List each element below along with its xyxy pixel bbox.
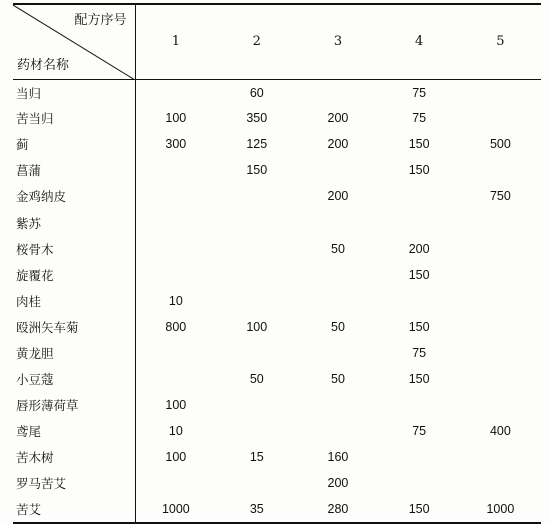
table-row <box>13 262 541 288</box>
dosage-cell <box>135 470 216 496</box>
dosage-cell <box>460 236 541 262</box>
dosage-cell <box>379 470 460 496</box>
dosage-cell <box>135 157 216 183</box>
dosage-cell <box>216 183 297 209</box>
dosage-cell <box>135 340 216 366</box>
dosage-cell: 200 <box>327 189 349 204</box>
dosage-cell: 150 <box>408 319 430 334</box>
dosage-cell: 50 <box>331 319 345 334</box>
column-header-3: 3 <box>333 34 343 50</box>
column-header-4: 4 <box>415 34 424 50</box>
dosage-cell <box>460 340 541 366</box>
dosage-cell <box>460 288 541 314</box>
dosage-cell <box>216 236 297 262</box>
table-row <box>13 340 541 366</box>
herb-name-cell: 小豆蔻 <box>13 366 135 392</box>
dosage-cell <box>216 392 297 418</box>
dosage-cell: 150 <box>408 137 430 152</box>
table-header <box>13 4 541 79</box>
dosage-cell: 75 <box>412 424 427 439</box>
dosage-cell <box>135 183 216 209</box>
formula-table <box>13 3 541 524</box>
dosage-cell <box>297 262 378 288</box>
table-row <box>13 418 541 444</box>
table-row <box>13 314 541 340</box>
dosage-cell <box>379 444 460 470</box>
table-body <box>13 79 541 523</box>
dosage-cell: 100 <box>165 450 187 465</box>
dosage-cell: 200 <box>408 241 430 256</box>
table-row <box>13 366 541 392</box>
herb-name-cell: 苦艾 <box>13 497 135 523</box>
table-row <box>13 105 541 131</box>
table-row <box>13 444 541 470</box>
dosage-cell: 150 <box>408 372 430 387</box>
dosage-cell: 1000 <box>161 502 190 517</box>
dosage-cell: 100 <box>246 319 268 334</box>
corner-label-formula-number: 配方序号 <box>74 13 127 28</box>
herb-name-cell: 当归 <box>13 79 135 105</box>
dosage-cell: 75 <box>412 345 427 360</box>
dosage-cell <box>216 288 297 314</box>
dosage-cell: 150 <box>246 163 268 178</box>
dosage-cell <box>460 444 541 470</box>
dosage-cell: 350 <box>246 111 268 126</box>
dosage-cell <box>379 209 460 235</box>
dosage-cell <box>297 79 378 105</box>
herb-name-cell: 肉桂 <box>13 288 135 314</box>
dosage-cell: 50 <box>249 372 264 387</box>
herb-name-cell: 鸢尾 <box>13 418 135 444</box>
column-header-1: 1 <box>171 34 180 50</box>
dosage-cell <box>460 209 541 235</box>
dosage-cell: 10 <box>168 293 183 308</box>
dosage-cell <box>460 157 541 183</box>
table-row <box>13 288 541 314</box>
table-row <box>13 392 541 418</box>
dosage-cell <box>135 236 216 262</box>
dosage-cell <box>216 340 297 366</box>
herb-name-cell: 菖蒲 <box>13 157 135 183</box>
dosage-cell <box>135 366 216 392</box>
table-row <box>13 236 541 262</box>
dosage-cell <box>460 262 541 288</box>
dosage-cell <box>297 209 378 235</box>
dosage-cell <box>379 392 460 418</box>
dosage-cell: 400 <box>489 424 511 439</box>
dosage-cell <box>297 340 378 366</box>
dosage-cell: 100 <box>165 398 187 413</box>
table-row <box>13 470 541 496</box>
dosage-cell <box>135 79 216 105</box>
herb-name-cell: 唇形薄荷草 <box>13 392 135 418</box>
dosage-cell: 150 <box>408 267 430 282</box>
column-header-2: 2 <box>252 34 261 50</box>
dosage-cell: 15 <box>249 450 264 465</box>
herb-name-cell: 苦当归 <box>13 105 135 131</box>
dosage-cell <box>297 392 378 418</box>
herb-name-cell: 黄龙胆 <box>13 340 135 366</box>
dosage-cell: 800 <box>165 319 187 334</box>
dosage-cell: 150 <box>408 163 430 178</box>
table-row <box>13 497 541 523</box>
herb-name-cell: 金鸡纳皮 <box>13 183 135 209</box>
dosage-cell: 300 <box>165 137 187 152</box>
dosage-cell <box>297 418 378 444</box>
herb-name-cell: 蓟 <box>13 131 135 157</box>
table-row <box>13 131 541 157</box>
herb-name-cell: 紫苏 <box>13 209 135 235</box>
dosage-cell <box>460 105 541 131</box>
dosage-cell: 125 <box>246 137 268 152</box>
dosage-cell <box>216 209 297 235</box>
dosage-cell <box>216 262 297 288</box>
dosage-cell: 160 <box>327 450 349 465</box>
herb-name-cell: 旋覆花 <box>13 262 135 288</box>
dosage-cell <box>379 183 460 209</box>
dosage-cell <box>297 288 378 314</box>
dosage-cell <box>460 366 541 392</box>
header-corner-cell <box>13 4 135 79</box>
column-header-5: 5 <box>496 34 505 50</box>
dosage-cell <box>216 418 297 444</box>
dosage-cell: 150 <box>408 502 430 517</box>
dosage-cell <box>379 288 460 314</box>
herb-name-cell: 殴洲矢车菊 <box>13 314 135 340</box>
table-row <box>13 157 541 183</box>
dosage-cell <box>297 157 378 183</box>
dosage-cell: 750 <box>489 189 511 204</box>
dosage-cell <box>460 314 541 340</box>
herb-name-cell: 苦木树 <box>13 444 135 470</box>
dosage-cell <box>460 79 541 105</box>
dosage-cell: 75 <box>412 85 427 100</box>
herb-name-cell: 罗马苦艾 <box>13 470 135 496</box>
dosage-cell: 75 <box>412 111 427 126</box>
table-row <box>13 183 541 209</box>
dosage-cell: 200 <box>327 137 349 152</box>
dosage-cell: 200 <box>327 476 349 491</box>
dosage-cell <box>135 262 216 288</box>
dosage-cell <box>460 470 541 496</box>
dosage-cell: 50 <box>331 372 345 387</box>
dosage-cell: 100 <box>165 111 187 126</box>
table-row <box>13 209 541 235</box>
dosage-cell <box>216 470 297 496</box>
dosage-cell <box>135 209 216 235</box>
herb-name-cell: 桜骨木 <box>13 236 135 262</box>
dosage-cell: 1000 <box>486 502 515 517</box>
dosage-cell: 280 <box>327 502 349 517</box>
table-row <box>13 79 541 105</box>
dosage-cell: 35 <box>249 502 264 517</box>
dosage-cell: 500 <box>489 137 511 152</box>
dosage-cell: 50 <box>331 241 345 256</box>
corner-label-herb-name: 药材名称 <box>17 57 70 73</box>
dosage-cell <box>460 392 541 418</box>
dosage-cell: 200 <box>327 111 349 126</box>
dosage-cell: 60 <box>249 85 264 100</box>
dosage-cell: 10 <box>168 424 183 439</box>
